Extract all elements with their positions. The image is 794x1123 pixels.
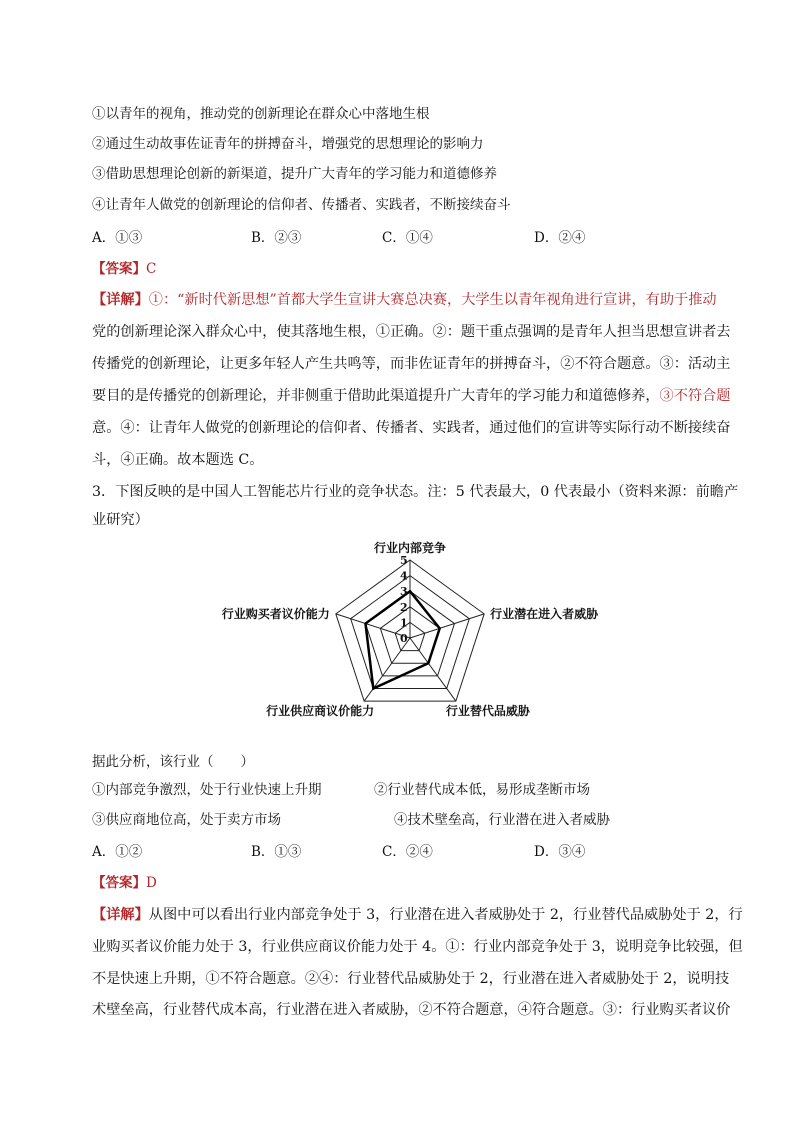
radar-tick-label: 3 [400,585,408,599]
answer-value: D [146,875,157,891]
q2-option-a: A．①③ [92,230,143,246]
q3-explain-line-4: 术壁垒高，行业替代成本高，行业潜在进入者威胁，②不符合题意，④符合题意。③：行业购买者议价 [92,1002,731,1018]
q2-statement-3: ③借助思想理论创新的新渠道，提升广大青年的学习能力和道德修养 [92,166,497,182]
q2-statement-4: ④让青年人做党的创新理论的信仰者、传播者、实践者，不断接续奋斗 [92,197,511,213]
q3-statement-4: ④技术壁垒高，行业潜在进入者威胁 [394,812,610,828]
radar-axis-label: 行业替代品威胁 [445,704,530,719]
radar-grid [336,560,484,701]
q3-explain-line-2: 业购买者议价能力处于 3，行业供应商议价能力处于 4。①：行业内部竞争处于 3，说明竞争比较强，但 [92,939,743,955]
explain-text: 从图中可以看出行业内部竞争处于 3，行业潜在进入者威胁处于 2，行业替代品威胁处于 2，行 [148,907,743,923]
radar-tick-label: 5 [400,554,408,567]
q2-explain-line-4 [92,386,730,406]
q2-explain-line-6: 斗，④正确。故本题选 C。 [92,452,264,468]
q2-statement-2: ②通过生动故事佐证青年的拼搏奋斗，增强党的思想理论的影响力 [92,136,484,152]
q2-statement-1: ①以青年的视角，推动党的创新理论在群众心中落地生根 [92,106,430,122]
q2-options [92,228,712,248]
q3-answer [92,873,157,893]
q2-explain-line-3: 传播党的创新理论，让更多年轻人产生共鸣等，而非佐证青年的拼搏奋斗，②不符合题意。③：活动主 [92,356,731,372]
q3-option-c: C．②④ [382,844,433,860]
q2-option-b: B．②③ [251,230,302,246]
radar-axis-label: 行业购买者议价能力 [221,606,330,621]
q2-explain-line-2: 党的创新理论深入群众心中，使其落地生根，①正确。②：题干重点强调的是青年人担当思想宣讲者去 [92,324,731,340]
q2-explain-line-5: 意。④：让青年人做党的创新理论的信仰者、传播者、实践者，通过他们的宣讲等实际行动不断接续奋 [92,420,731,436]
q3-statement-3: ③供应商地位高，处于卖方市场 [92,812,281,828]
radar-tick-label: 1 [400,616,408,630]
q3-option-a: A．①② [92,844,143,860]
q3-statement-2: ②行业替代成本低，易形成垄断市场 [374,782,590,798]
radar-axis-label: 行业内部竞争 [373,541,447,555]
q3-statement-1: ①内部竞争激烈，处于行业快速上升期 [92,782,322,798]
radar-axis-label: 行业潜在进入者威胁 [490,606,599,621]
q3-stem-1: 3．下图反映的是中国人工智能芯片行业的竞争状态。注：5 代表最大，0 代表最小（资料来源：前瞻产 [92,484,739,500]
q3-explain-line-3: 不是快速上升期，①不符合题意。②④：行业替代品威胁处于 2，行业潜在进入者威胁处于 2，说明技 [92,971,730,987]
q3-statements [92,780,712,840]
q2-answer [92,259,156,279]
radar-tick-label: 2 [400,600,408,614]
q3-question: 据此分析，该行业（ ） [92,754,254,770]
q3-option-d: D．③④ [534,844,586,860]
explain-red-text: ①：“新时代新思想”首都大学生宣讲大赛总决赛，大学生以青年视角进行宣讲，有助于推动 [148,292,717,308]
answer-value: C [146,261,157,277]
q2-option-c: C．①④ [382,230,433,246]
radar-axis-label: 行业供应商议价能力 [266,704,375,719]
explain-label: 【详解】 [92,907,149,923]
q2-explain-line-1 [92,290,717,310]
radar-tick-label: 4 [400,569,408,583]
q3-stem-2: 业研究） [92,512,149,528]
answer-label: 【答案】 [92,875,146,891]
q2-option-d: D．②④ [534,230,586,246]
explain-text: 要目的是传播党的创新理论，并非侧重于借助此渠道提升广大青年的学习能力和道德修养， [92,388,660,404]
radar-spoke [410,614,484,638]
explain-red-text: ③不符合题 [659,388,731,404]
q3-options [92,842,712,862]
q3-explain-line-1 [92,905,743,925]
radar-chart [200,540,620,730]
q3-option-b: B．①③ [251,844,302,860]
radar-tick-label: 0 [400,632,408,645]
explain-label: 【详解】 [92,292,149,308]
answer-label: 【答案】 [92,261,146,277]
